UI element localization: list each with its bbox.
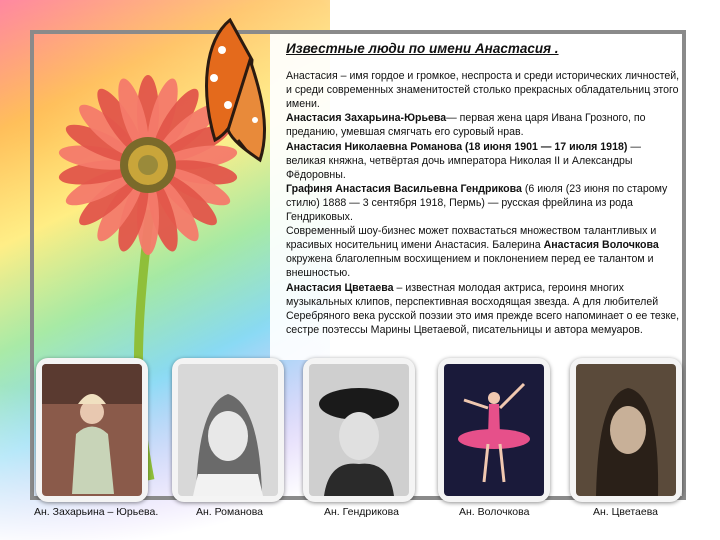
photo-romanova xyxy=(172,358,284,502)
name-zakharyina: Анастасия Захарьина-Юрьева xyxy=(286,112,447,125)
paragraph-gendrikova: Графиня Анастасия Васильевна Гендрикова (6 июля (23 июня по старому стилю) 1888 — 3 сентября 1918, Пермь) — русская фрейлина из рода Гендриковых. xyxy=(286,182,668,224)
portrait-romanova-image xyxy=(178,364,278,496)
photo-zakharyina xyxy=(36,358,148,502)
caption-romanova: Ан. Романова xyxy=(196,506,264,518)
paragraph-volochkova: Современный шоу-бизнес может похвастаться множеством талантливых и красивых носительниц имени Анастасия. Балерина Анастасия Волочкова окружена благолепным восхищением и поклонением перед ее талантом и внешностью. xyxy=(286,225,659,280)
photo-volochkova xyxy=(438,358,550,502)
name-gendrikova: Графиня Анастасия Васильевна Гендрикова xyxy=(286,182,522,195)
portrait-zakharyina-image xyxy=(42,364,142,496)
caption-tsvetaeva: Ан. Цветаева xyxy=(593,506,659,518)
paragraph-tsvetaeva: Анастасия Цветаева – известная молодая актриса, героиня многих музыкальных клипов, перспективная восходящая звезда. А для любителей Серебряного века русской поэзии это имя прежде всего напоминает о ее тезке, сестре поэтессы Марины Цветаевой, писательницы и автора мемуаров. xyxy=(286,281,680,336)
page-title: Известные люди по имени Анастасия . xyxy=(286,41,559,56)
photo-gendrikova xyxy=(303,358,415,502)
caption-volochkova: Ан. Волочкова xyxy=(459,506,530,518)
portrait-volochkova-image xyxy=(444,364,544,496)
portrait-tsvetaeva-image xyxy=(576,364,676,496)
portrait-gendrikova-image xyxy=(309,364,409,496)
butterfly-illustration xyxy=(207,20,265,160)
paragraph-romanova: Анастасия Николаевна Романова (18 июня 1901 — 17 июля 1918) — великая княжна, четвёртая дочь императора Николая II и Александры Фёдоровны. xyxy=(286,140,641,181)
caption-zakharyina: Ан. Захарьина – Юрьева. xyxy=(34,506,159,518)
intro-paragraph: Анастасия – имя гордое и громкое, неспроста и среди исторических личностей, и среди современных знаменитостей столько прекрасных обладательниц этого имени. xyxy=(286,70,680,111)
paragraph-zakharyina: Анастасия Захарьина-Юрьева— первая жена царя Ивана Грозного, по преданию, умевшая смягчать его суровый нрав. xyxy=(286,112,646,139)
caption-gendrikova: Ан. Гендрикова xyxy=(324,506,399,518)
name-tsvetaeva: Анастасия Цветаева xyxy=(286,281,394,294)
photo-tsvetaeva xyxy=(570,358,682,502)
name-volochkova: Анастасия Волочкова xyxy=(543,239,659,252)
name-romanova: Анастасия Николаевна Романова (18 июня 1901 — 17 июля 1918) xyxy=(286,140,628,153)
article-text xyxy=(286,42,682,337)
